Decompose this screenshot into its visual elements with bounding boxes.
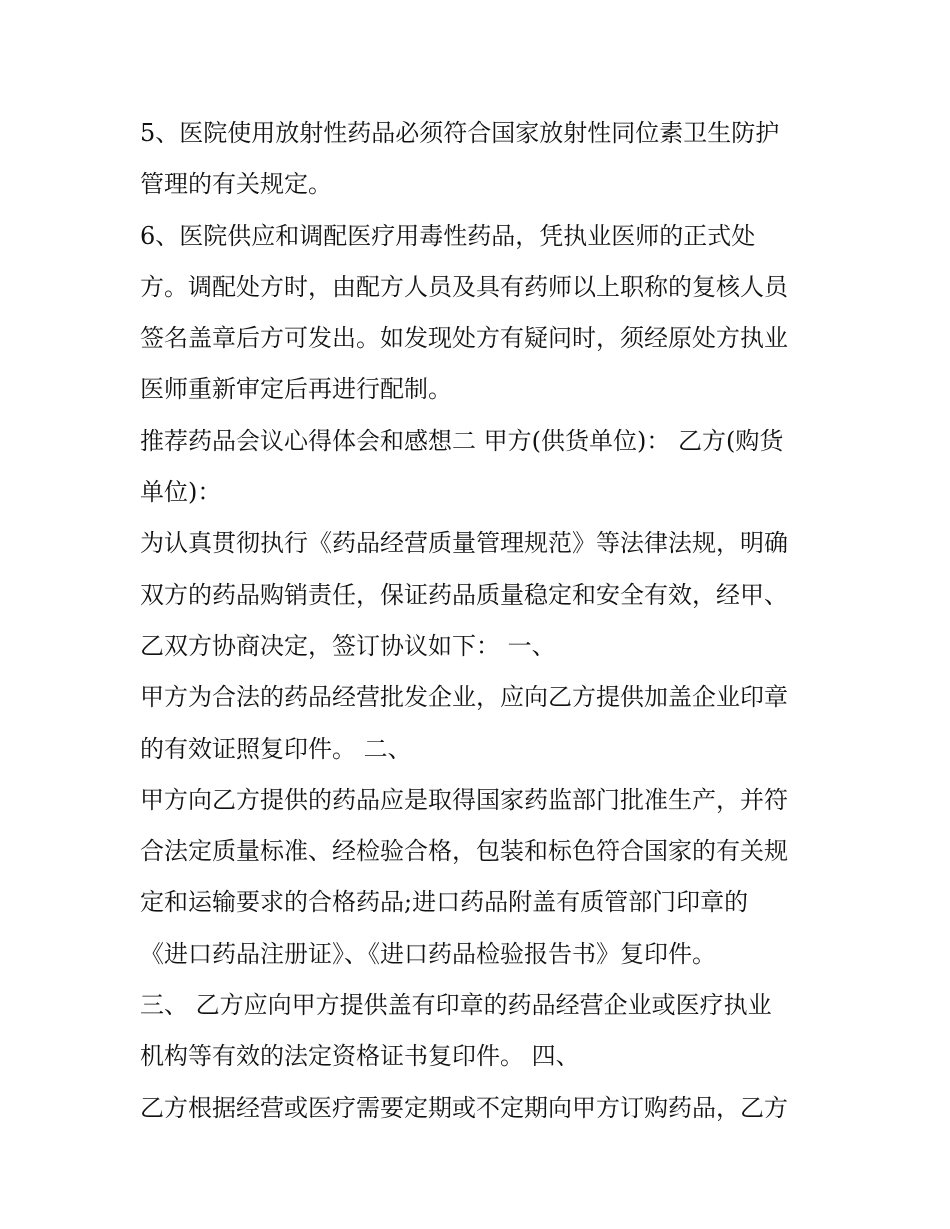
text-line: 乙方根据经营或医疗需要定期或不定期向甲方订购药品，乙方	[140, 1093, 788, 1122]
text-line: 机构等有效的法定资格证书复印件。 四、	[140, 1042, 580, 1071]
text-line: 推荐药品会议心得体会和感想二 甲方(供货单位)： 乙方(购货	[140, 426, 784, 455]
text-line: 签名盖章后方可发出。如发现处方有疑问时，须经原处方执业	[140, 324, 788, 353]
text-line: 管理的有关规定。	[140, 170, 332, 199]
text-line: 甲方向乙方提供的药品应是取得国家药监部门批准生产，并符	[140, 785, 788, 814]
text-line: 方。调配处方时，由配方人员及具有药师以上职称的复核人员	[140, 272, 788, 301]
text-line: 甲方为合法的药品经营批发企业，应向乙方提供加盖企业印章	[140, 683, 788, 712]
document-body	[140, 108, 820, 1134]
text-line: 乙双方协商决定，签订协议如下： 一、	[140, 631, 556, 660]
text-line: 医师重新审定后再进行配制。	[140, 375, 452, 404]
text-line: 双方的药品购销责任，保证药品质量稳定和安全有效，经甲、	[140, 580, 788, 609]
text-line: 为认真贯彻执行《药品经营质量管理规范》等法律法规，明确	[140, 529, 788, 558]
text-line: 三、 乙方应向甲方提供盖有印章的药品经营企业或医疗执业	[140, 991, 772, 1020]
text-line: 合法定质量标准、经检验合格，包装和标色符合国家的有关规	[140, 837, 788, 866]
text-line: 6、医院供应和调配医疗用毒性药品，凭执业医师的正式处	[140, 221, 756, 250]
text-line: 单位)：	[140, 478, 222, 507]
text-line: 5、医院使用放射性药品必须符合国家放射性同位素卫生防护	[140, 119, 780, 147]
text-line: 定和运输要求的合格药品;进口药品附盖有质管部门印章的	[140, 888, 749, 917]
text-line: 《进口药品注册证》、《进口药品检验报告书》复印件。	[140, 939, 716, 968]
text-line: 的有效证照复印件。 二、	[140, 734, 412, 763]
